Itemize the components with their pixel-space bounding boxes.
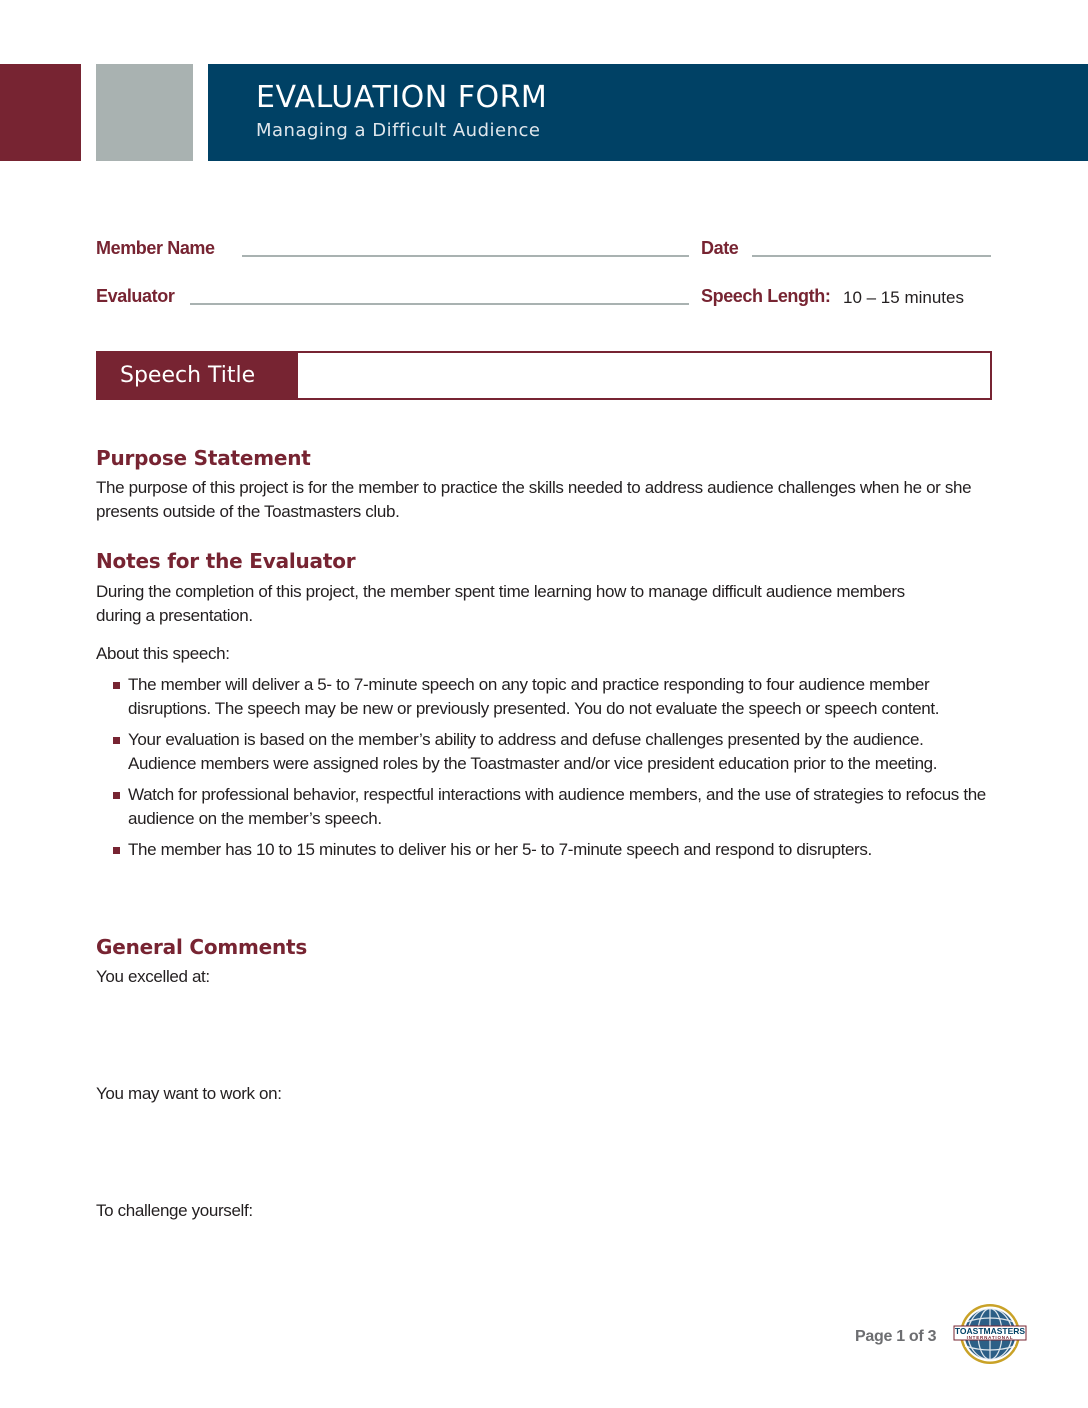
- member-name-label: Member Name: [96, 238, 215, 258]
- challenge-label: To challenge yourself:: [96, 1201, 253, 1220]
- speech-title-box: [96, 351, 992, 400]
- speech-length-value: 10 – 15 minutes: [843, 288, 964, 307]
- general-comments-heading: General Comments: [96, 935, 308, 959]
- date-field[interactable]: [752, 255, 991, 257]
- page-subtitle: Managing a Difficult Audience: [256, 120, 541, 141]
- svg-text:INTERNATIONAL: INTERNATIONAL: [966, 1335, 1014, 1340]
- speech-length-label: Speech Length:: [701, 286, 831, 306]
- list-item: The member will deliver a 5- to 7-minute speech on any topic and practice responding to four audience member disruptions. The speech may be new or previously presented. You do not evaluate the speech or speech content.: [112, 673, 992, 721]
- list-item: Watch for professional behavior, respectful interactions with audience members, and the use of strategies to refocus the audience on the member’s speech.: [112, 783, 992, 831]
- square-bullet-icon: [113, 792, 120, 799]
- excelled-at-label: You excelled at:: [96, 967, 210, 986]
- list-item: Your evaluation is based on the member’s ability to address and defuse challenges presented by the audience. Audience members were assigned roles by the Toastmaster and/or vice president education prior to the meeting.: [112, 728, 992, 776]
- speech-title-label: Speech Title: [98, 353, 298, 398]
- page-number: Page 1 of 3: [855, 1328, 937, 1345]
- work-on-input[interactable]: [96, 1109, 992, 1179]
- speech-title-input[interactable]: [298, 353, 990, 398]
- work-on-label: You may want to work on:: [96, 1084, 282, 1103]
- notes-intro: During the completion of this project, the member spent time learning how to manage difficult audience members during a presentation.: [96, 582, 905, 625]
- page-title: EVALUATION FORM: [256, 80, 548, 115]
- square-bullet-icon: [113, 682, 120, 689]
- header-maroon-block: [0, 64, 81, 161]
- header-gray-block: [96, 64, 193, 161]
- notes-heading: Notes for the Evaluator: [96, 549, 356, 573]
- about-speech-label: About this speech:: [96, 644, 230, 663]
- member-name-field[interactable]: [242, 255, 689, 257]
- square-bullet-icon: [113, 847, 120, 854]
- square-bullet-icon: [113, 737, 120, 744]
- evaluator-label: Evaluator: [96, 286, 175, 306]
- svg-text:TOASTMASTERS: TOASTMASTERS: [954, 1326, 1026, 1336]
- date-label: Date: [701, 238, 739, 258]
- purpose-text: The purpose of this project is for the member to practice the skills needed to address audience challenges when he or she presents outside of the Toastmasters club.: [96, 478, 972, 521]
- purpose-heading: Purpose Statement: [96, 446, 311, 470]
- list-item: The member has 10 to 15 minutes to deliver his or her 5- to 7-minute speech and respond to disrupters.: [112, 838, 992, 862]
- excelled-at-input[interactable]: [96, 992, 992, 1062]
- toastmasters-logo-icon: [952, 1302, 1028, 1366]
- notes-bullet-list: [112, 673, 992, 869]
- challenge-input[interactable]: [96, 1226, 992, 1296]
- evaluator-field[interactable]: [190, 303, 689, 305]
- header-banner: [208, 64, 1088, 161]
